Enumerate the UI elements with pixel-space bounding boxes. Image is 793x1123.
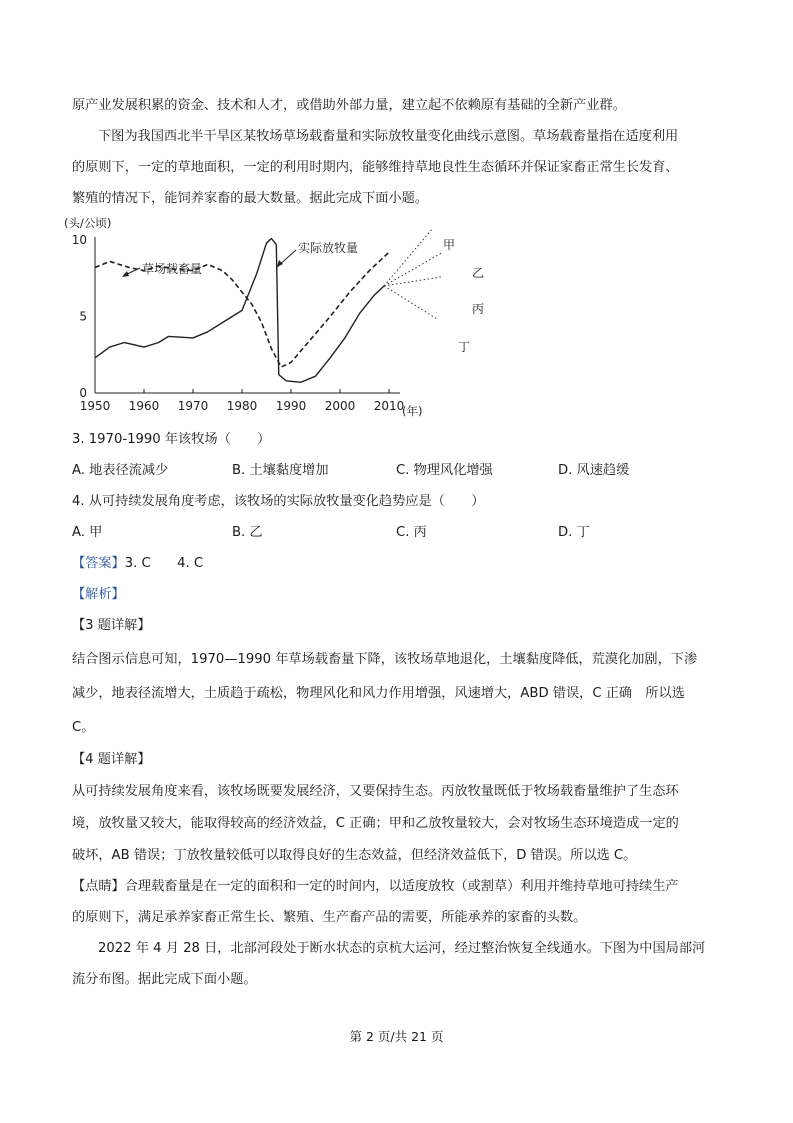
question-4-options bbox=[72, 523, 732, 543]
y-tick-label: 10 bbox=[71, 233, 87, 247]
y-axis-label: (头/公顷) bbox=[64, 216, 112, 230]
branch-label-ding: 丁 bbox=[458, 340, 471, 354]
tip-label: 【点睛】 bbox=[72, 879, 125, 894]
x-tick-label: 1960 bbox=[128, 399, 160, 413]
detail-3-line: 结合图示信息可知，1970—1990 年草场载畜量下降，该牧场草地退化，土壤黏度降低，荒漠化加剧，下渗 bbox=[72, 652, 698, 667]
detail-4-line: 从可持续发展角度来看，该牧场既要发展经济，又要保持生态。丙放牧量既低于牧场载畜量维护了生态环 bbox=[72, 784, 679, 799]
answer-text: 3. C 4. C bbox=[124, 556, 204, 571]
grazing-chart bbox=[0, 205, 793, 445]
branch-label-yi: 乙 bbox=[472, 266, 485, 280]
detail-4-title: 【4 题详解】 bbox=[72, 752, 151, 767]
question-4-stem: 4. 从可持续发展角度考虑，该牧场的实际放牧量变化趋势应是（ ） bbox=[72, 494, 485, 509]
carrying-capacity-label: 草场载畜量 bbox=[142, 262, 203, 276]
detail-3-line: C。 bbox=[72, 720, 95, 735]
x-tick-label: 1980 bbox=[226, 399, 258, 413]
option-b: B. 乙 bbox=[232, 525, 263, 540]
detail-4-line: 境，放牧量又较大，能取得较高的经济效益，C 正确；甲和乙放牧量较大，会对牧场生态环境造成一定的 bbox=[72, 816, 679, 831]
carrying-capacity-pointer-head bbox=[122, 271, 129, 277]
option-d: D. 风速趋缓 bbox=[558, 463, 630, 478]
detail-4-line: 破坏，AB 错误；丁放牧量较低可以取得良好的生态效益，但经济效益低下，D 错误。所以选 C。 bbox=[72, 848, 637, 863]
intro-paragraph-line: 下图为我国西北半干旱区某牧场草场载畜量和实际放牧量变化曲线示意图。草场载畜量指在适度利用 bbox=[98, 129, 679, 144]
branch-label-bing: 丙 bbox=[472, 302, 485, 316]
page-footer: 第 2 页/共 21 页 bbox=[349, 1029, 444, 1044]
x-tick-label: 1970 bbox=[177, 399, 209, 413]
x-tick-label: 1950 bbox=[79, 399, 111, 413]
detail-3-line: 减少，地表径流增大，土质趋于疏松，物理风化和风力作用增强，风速增大，ABD 错误，C 正确 所以选 bbox=[72, 686, 685, 701]
x-tick-label: 2010 bbox=[373, 399, 405, 413]
answer-label: 【答案】 bbox=[72, 556, 125, 571]
analysis-label: 【解析】 bbox=[72, 587, 125, 602]
next-intro-line: 2022 年 4 月 28 日，北部河段处于断水状态的京杭大运河，经过整治恢复全线通水。下图为中国局部河 bbox=[98, 941, 706, 956]
answer-line bbox=[72, 554, 203, 574]
detail-3-title: 【3 题详解】 bbox=[72, 618, 151, 633]
intro-paragraph-line: 繁殖的情况下，能饲养家畜的最大数量。据此完成下面小题。 bbox=[72, 191, 429, 206]
y-tick-label: 5 bbox=[79, 309, 87, 324]
question-3-stem: 3. 1970-1990 年该牧场（ ） bbox=[72, 432, 271, 447]
x-tick-label: 2000 bbox=[324, 399, 356, 413]
next-intro-line: 流分布图。据此完成下面小题。 bbox=[72, 972, 257, 987]
x-axis-label: (年) bbox=[402, 404, 423, 418]
branch-label-jia: 甲 bbox=[443, 238, 456, 252]
tip-line bbox=[72, 877, 679, 897]
tip-line: 的原则下，满足承养家畜正常生长、繁殖、生产畜产品的需要，所能承养的家畜的头数。 bbox=[72, 910, 587, 925]
question-3-options bbox=[72, 461, 732, 481]
trend-branch-丙 bbox=[384, 277, 443, 286]
actual-grazing-line bbox=[95, 238, 384, 382]
x-tick-label: 1990 bbox=[275, 399, 307, 413]
option-a: A. 地表径流减少 bbox=[72, 463, 169, 478]
trend-branch-甲 bbox=[384, 228, 433, 286]
option-a: A. 甲 bbox=[72, 525, 103, 540]
option-d: D. 丁 bbox=[558, 525, 590, 540]
trend-branch-乙 bbox=[384, 252, 443, 286]
y-tick-label: 0 bbox=[79, 386, 87, 400]
actual-grazing-label: 实际放牧量 bbox=[298, 241, 359, 255]
option-c: C. 丙 bbox=[396, 525, 427, 540]
actual-grazing-pointer-head bbox=[277, 260, 283, 267]
trend-branch-丁 bbox=[384, 286, 438, 320]
intro-paragraph-line: 的原则下，一定的草地面积，一定的利用时期内，能够维持草地良性生态循环并保证家畜正常生长发育、 bbox=[72, 160, 679, 175]
option-c: C. 物理风化增强 bbox=[396, 463, 493, 478]
intro-line: 原产业发展积累的资金、技术和人才，或借助外部力量，建立起不依赖原有基础的全新产业群。 bbox=[72, 98, 626, 113]
tip-text: 合理载畜量是在一定的面积和一定的时间内，以适度放牧（或割草）利用并维持草地可持续生产 bbox=[124, 879, 679, 894]
option-b: B. 土壤黏度增加 bbox=[232, 463, 329, 478]
